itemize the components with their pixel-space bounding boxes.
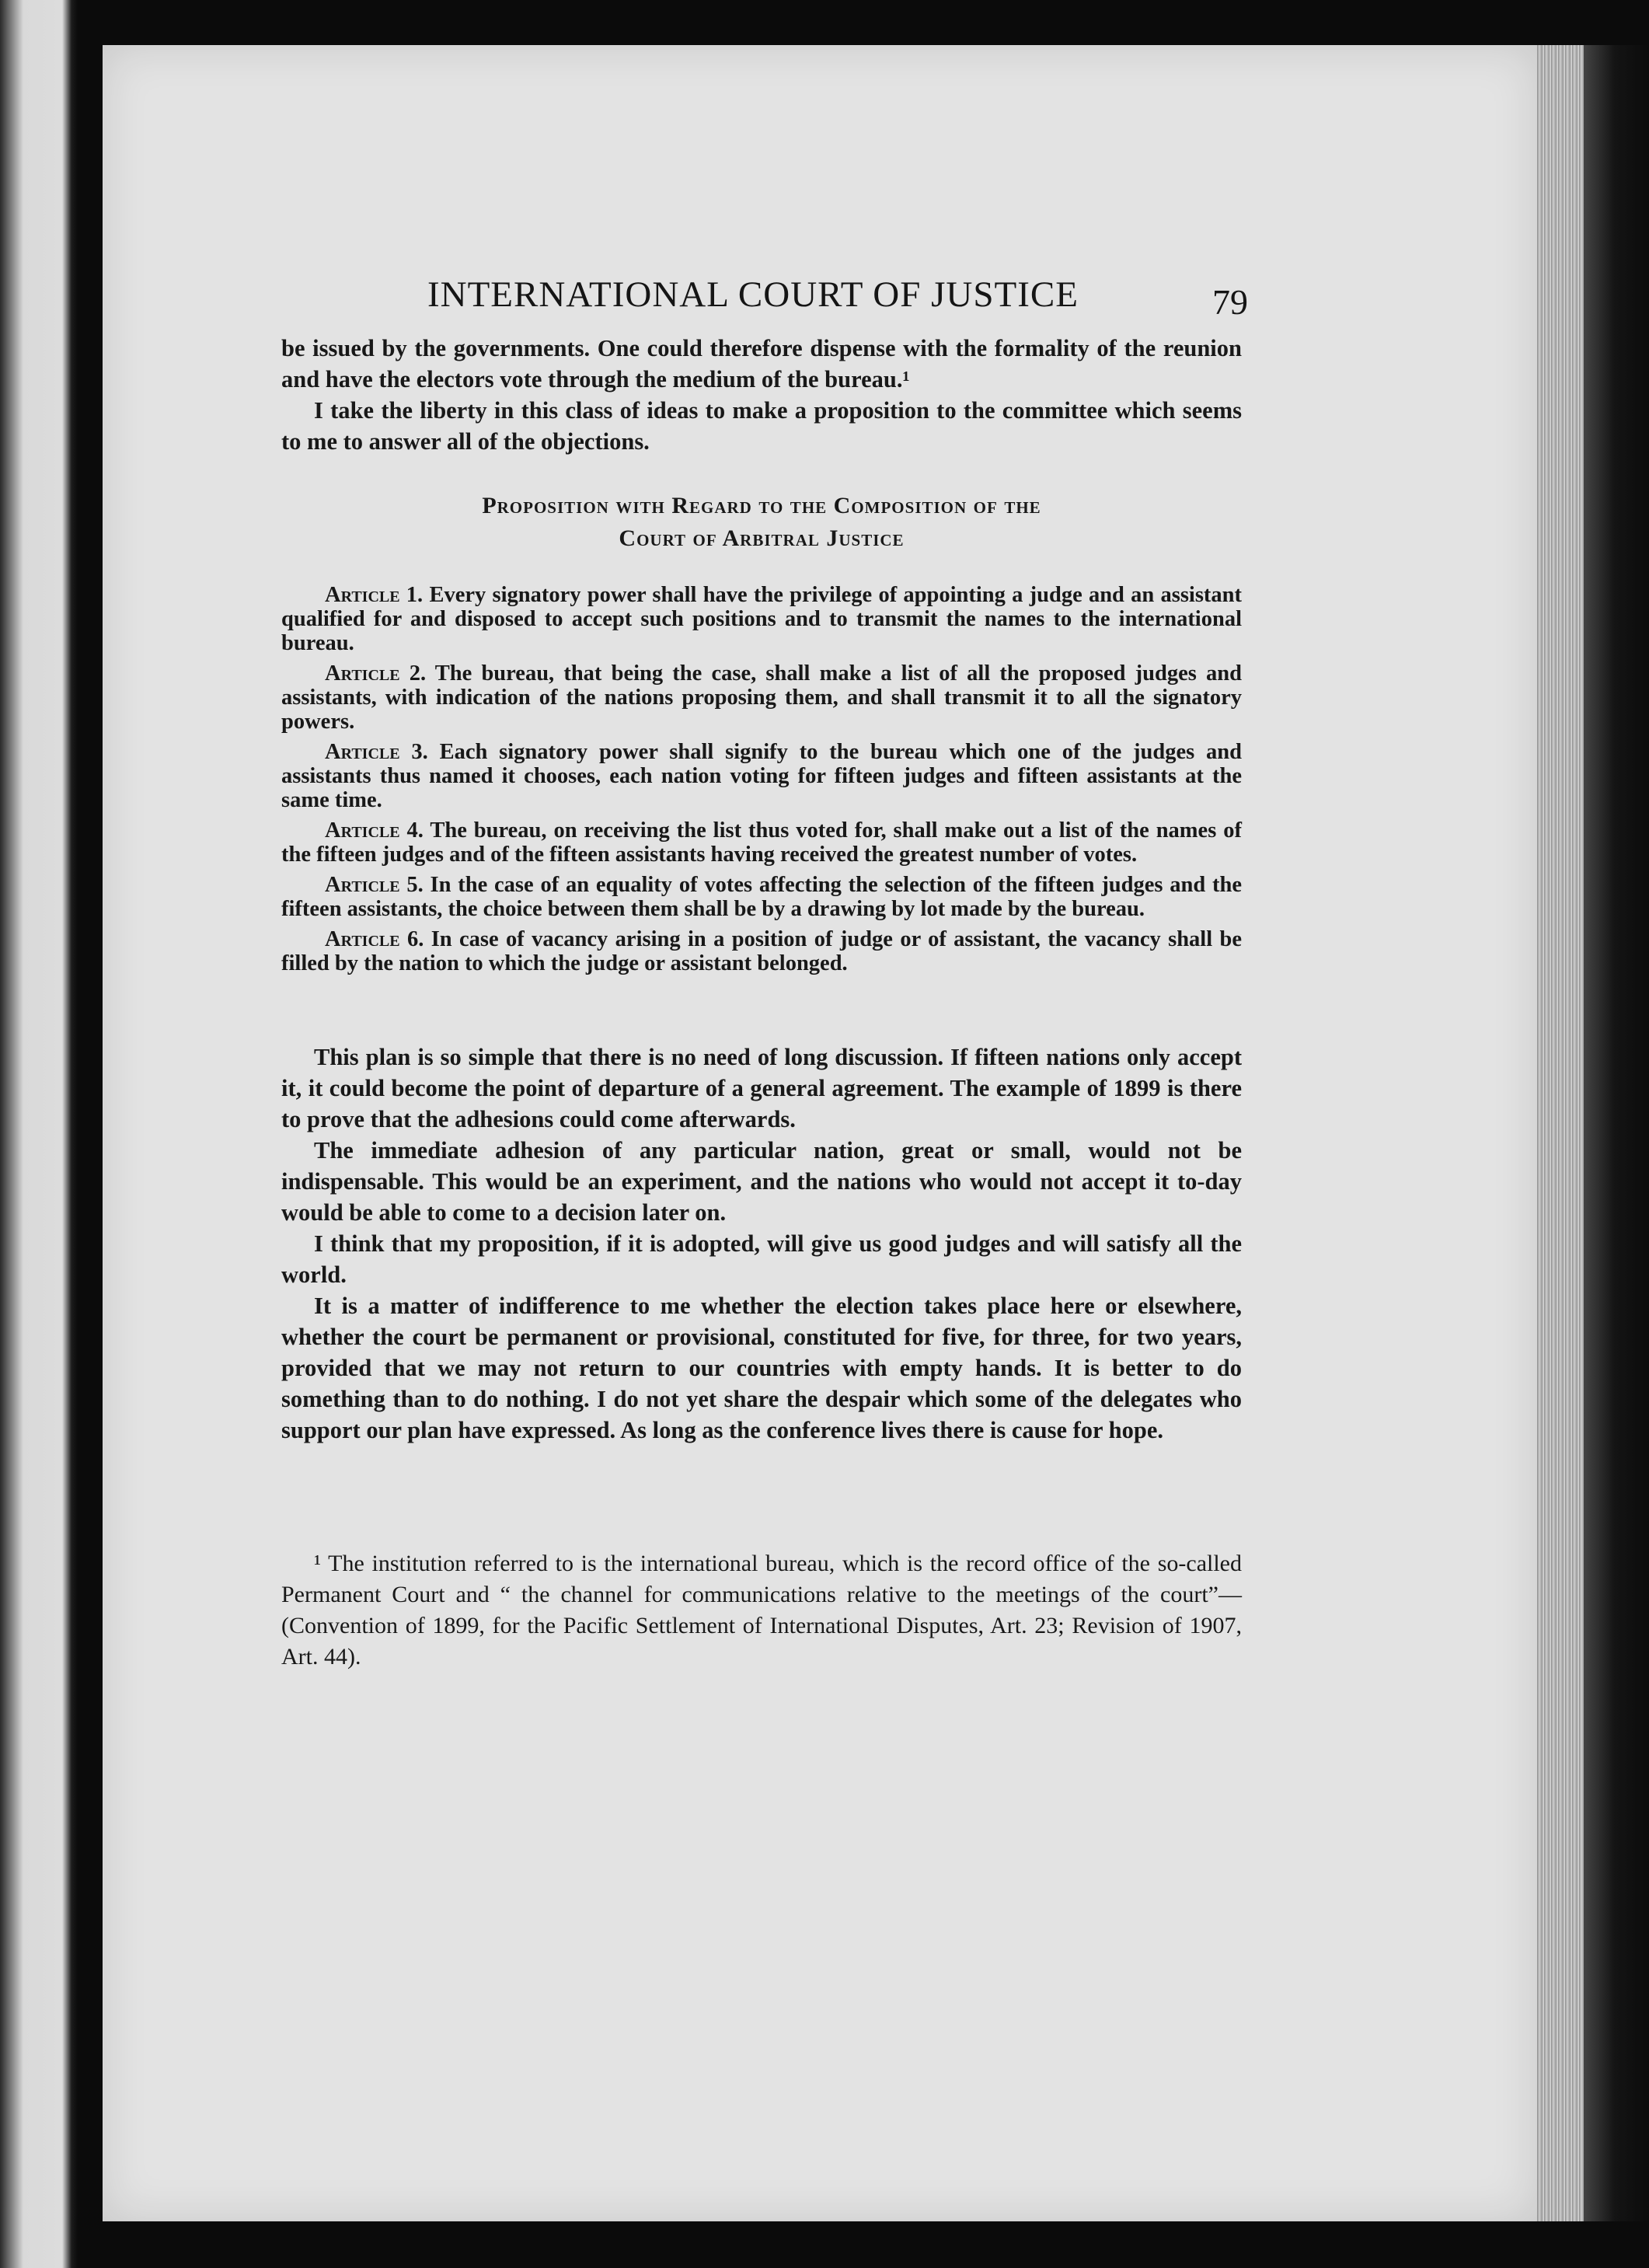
article-text: Every signatory power shall have the privilege of appointing a judge and an assistant qualified for and disposed to accept such positions and to transmit the names to the international bureau. — [281, 583, 1243, 655]
article-3 — [281, 740, 1242, 812]
article-label: Article 6. — [325, 927, 424, 951]
article-1 — [281, 583, 1242, 655]
article-text: The bureau, that being the case, shall make a list of all the proposed judges and assistants, with indication of the nations proposing them, and shall transmit it to all the signatory powers. — [281, 661, 1242, 734]
proposition-title-line: Court of Arbitral Justice — [619, 525, 905, 551]
article-text: The bureau, on receiving the list thus voted for, shall make out a list of the names of the fifteen judges and of the fifteen assistants having received the greatest number of votes. — [281, 818, 1242, 867]
footnote: ¹ The institution referred to is the international bureau, which is the record office of the so-called Permanent Court and “ the channel for communications relative to the meetings of the court”—(Convention of 1899, for the Pacific Settlement of International Disputes, Art. 23; Revision of 1907, Art. 44). — [281, 1551, 1242, 1670]
article-label: Article 3. — [325, 740, 428, 764]
page-number: 79 — [1212, 282, 1248, 322]
conclusion-paragraph: I think that my proposition, if it is adopted, will give us good judges and will satisfy all the world. — [281, 1230, 1242, 1288]
right-page-stack — [1537, 45, 1584, 2221]
article-text: Each signatory power shall signify to the bureau which one of the judges and assistants thus named it chooses, each nation voting for fifteen judges and fifteen assistants at the same time. — [281, 740, 1243, 812]
proposition-title — [281, 490, 1242, 555]
article-2 — [281, 661, 1242, 734]
article-text: In the case of an equality of votes affecting the selection of the fifteen judges and the fifteen assistants, the choice between them shall be by a drawing by lot made by the bureau. — [281, 873, 1243, 921]
left-page-edge — [0, 0, 78, 2268]
article-5 — [281, 873, 1242, 921]
article-4 — [281, 818, 1242, 867]
article-text: In case of vacancy arising in a position of judge or of assistant, the vacancy shall be filled by the nation to which the judge or assistant belonged. — [281, 927, 1242, 975]
page-header — [427, 274, 1282, 328]
conclusion-text — [281, 1042, 1242, 1446]
right-scan-border — [1584, 45, 1649, 2221]
article-label: Article 1. — [325, 583, 424, 607]
conclusion-paragraph: The immediate adhesion of any particular nation, great or small, would not be indispensable. This would be an experiment, and the nations who would not accept it to-day would be able to come to a decision later on. — [281, 1137, 1242, 1226]
conclusion-paragraph: It is a matter of indifference to me whether the election takes place here or elsewhere, whether the court be permanent or provisional, constituted for five, for three, for two years, provided that we may not return to our countries with empty hands. It is better to do something than to do nothing. I do not yet share the despair which some of the delegates who support our plan have expressed. As long as the conference lives there is cause for hope. — [281, 1293, 1242, 1443]
articles-list — [281, 583, 1242, 982]
conclusion-paragraph: This plan is so simple that there is no need of long discussion. If fifteen nations only accept it, it could become the point of departure of a general agreement. The example of 1899 is there to prove that the adhesions could come afterwards. — [281, 1044, 1242, 1132]
intro-paragraph: be issued by the governments. One could therefore dispense with the formality of the reunion and have the electors vote through the medium of the bureau.¹ — [281, 335, 1242, 393]
article-label: Article 4. — [325, 818, 424, 843]
article-6 — [281, 927, 1242, 975]
footnote-block — [281, 1548, 1242, 1673]
article-label: Article 5. — [325, 873, 424, 897]
proposition-title-line: Proposition with Regard to the Composition of the — [482, 493, 1041, 518]
intro-paragraph: I take the liberty in this class of ideas to make a proposition to the committee which seems to me to answer all of the objections. — [281, 397, 1242, 455]
article-label: Article 2. — [325, 661, 427, 686]
running-head: INTERNATIONAL COURT OF JUSTICE — [427, 274, 1079, 315]
intro-text — [281, 333, 1242, 457]
